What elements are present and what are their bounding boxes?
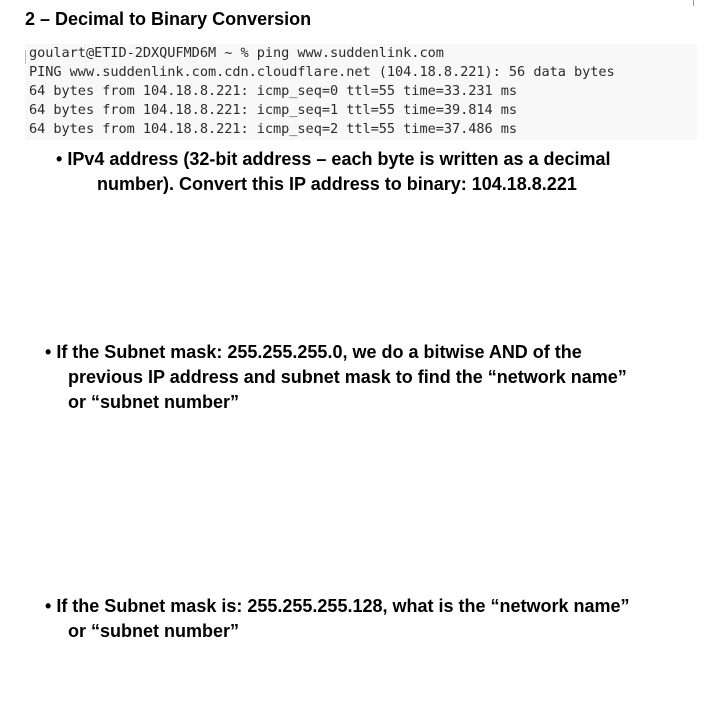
bullet-subnet-mask-24 <box>45 340 627 415</box>
bullet-ipv4-conversion <box>56 147 611 197</box>
terminal-cursor-bar <box>25 50 26 64</box>
terminal-screenshot <box>25 44 697 140</box>
terminal-line-ping-header: PING www.suddenlink.com.cdn.cloudflare.net (104.18.8.221): 56 data bytes <box>29 64 615 80</box>
page-corner-mark <box>693 0 694 6</box>
terminal-line-reply: 64 bytes from 104.18.8.221: icmp_seq=1 ttl=55 time=39.814 ms <box>29 102 518 118</box>
bullet-line: previous IP address and subnet mask to find the “network name” <box>68 367 627 387</box>
terminal-line-reply: 64 bytes from 104.18.8.221: icmp_seq=2 ttl=55 time=37.486 ms <box>29 121 518 137</box>
bullet-dot-icon: • <box>56 149 63 169</box>
bullet-line <box>45 340 627 365</box>
terminal-line-reply: 64 bytes from 104.18.8.221: icmp_seq=0 ttl=55 time=33.231 ms <box>29 83 518 99</box>
bullet-line: number). Convert this IP address to binary: 104.18.8.221 <box>97 174 577 194</box>
bullet-line <box>45 594 630 619</box>
bullet-text: If the Subnet mask: 255.255.255.0, we do a bitwise AND of the <box>56 342 582 362</box>
bullet-dot-icon: • <box>45 342 52 362</box>
terminal-line-command: goulart@ETID-2DXQUFMD6M ~ % ping www.suddenlink.com <box>29 45 444 61</box>
bullet-subnet-mask-25 <box>45 594 630 644</box>
bullet-line: or “subnet number” <box>68 621 240 641</box>
bullet-line: or “subnet number” <box>68 392 240 412</box>
bullet-text: If the Subnet mask is: 255.255.255.128, what is the “network name” <box>56 596 630 616</box>
slide-title: 2 – Decimal to Binary Conversion <box>25 9 312 29</box>
bullet-line <box>56 147 611 172</box>
bullet-text: IPv4 address (32-bit address – each byte is written as a decimal <box>67 149 611 169</box>
bullet-dot-icon: • <box>45 596 52 616</box>
